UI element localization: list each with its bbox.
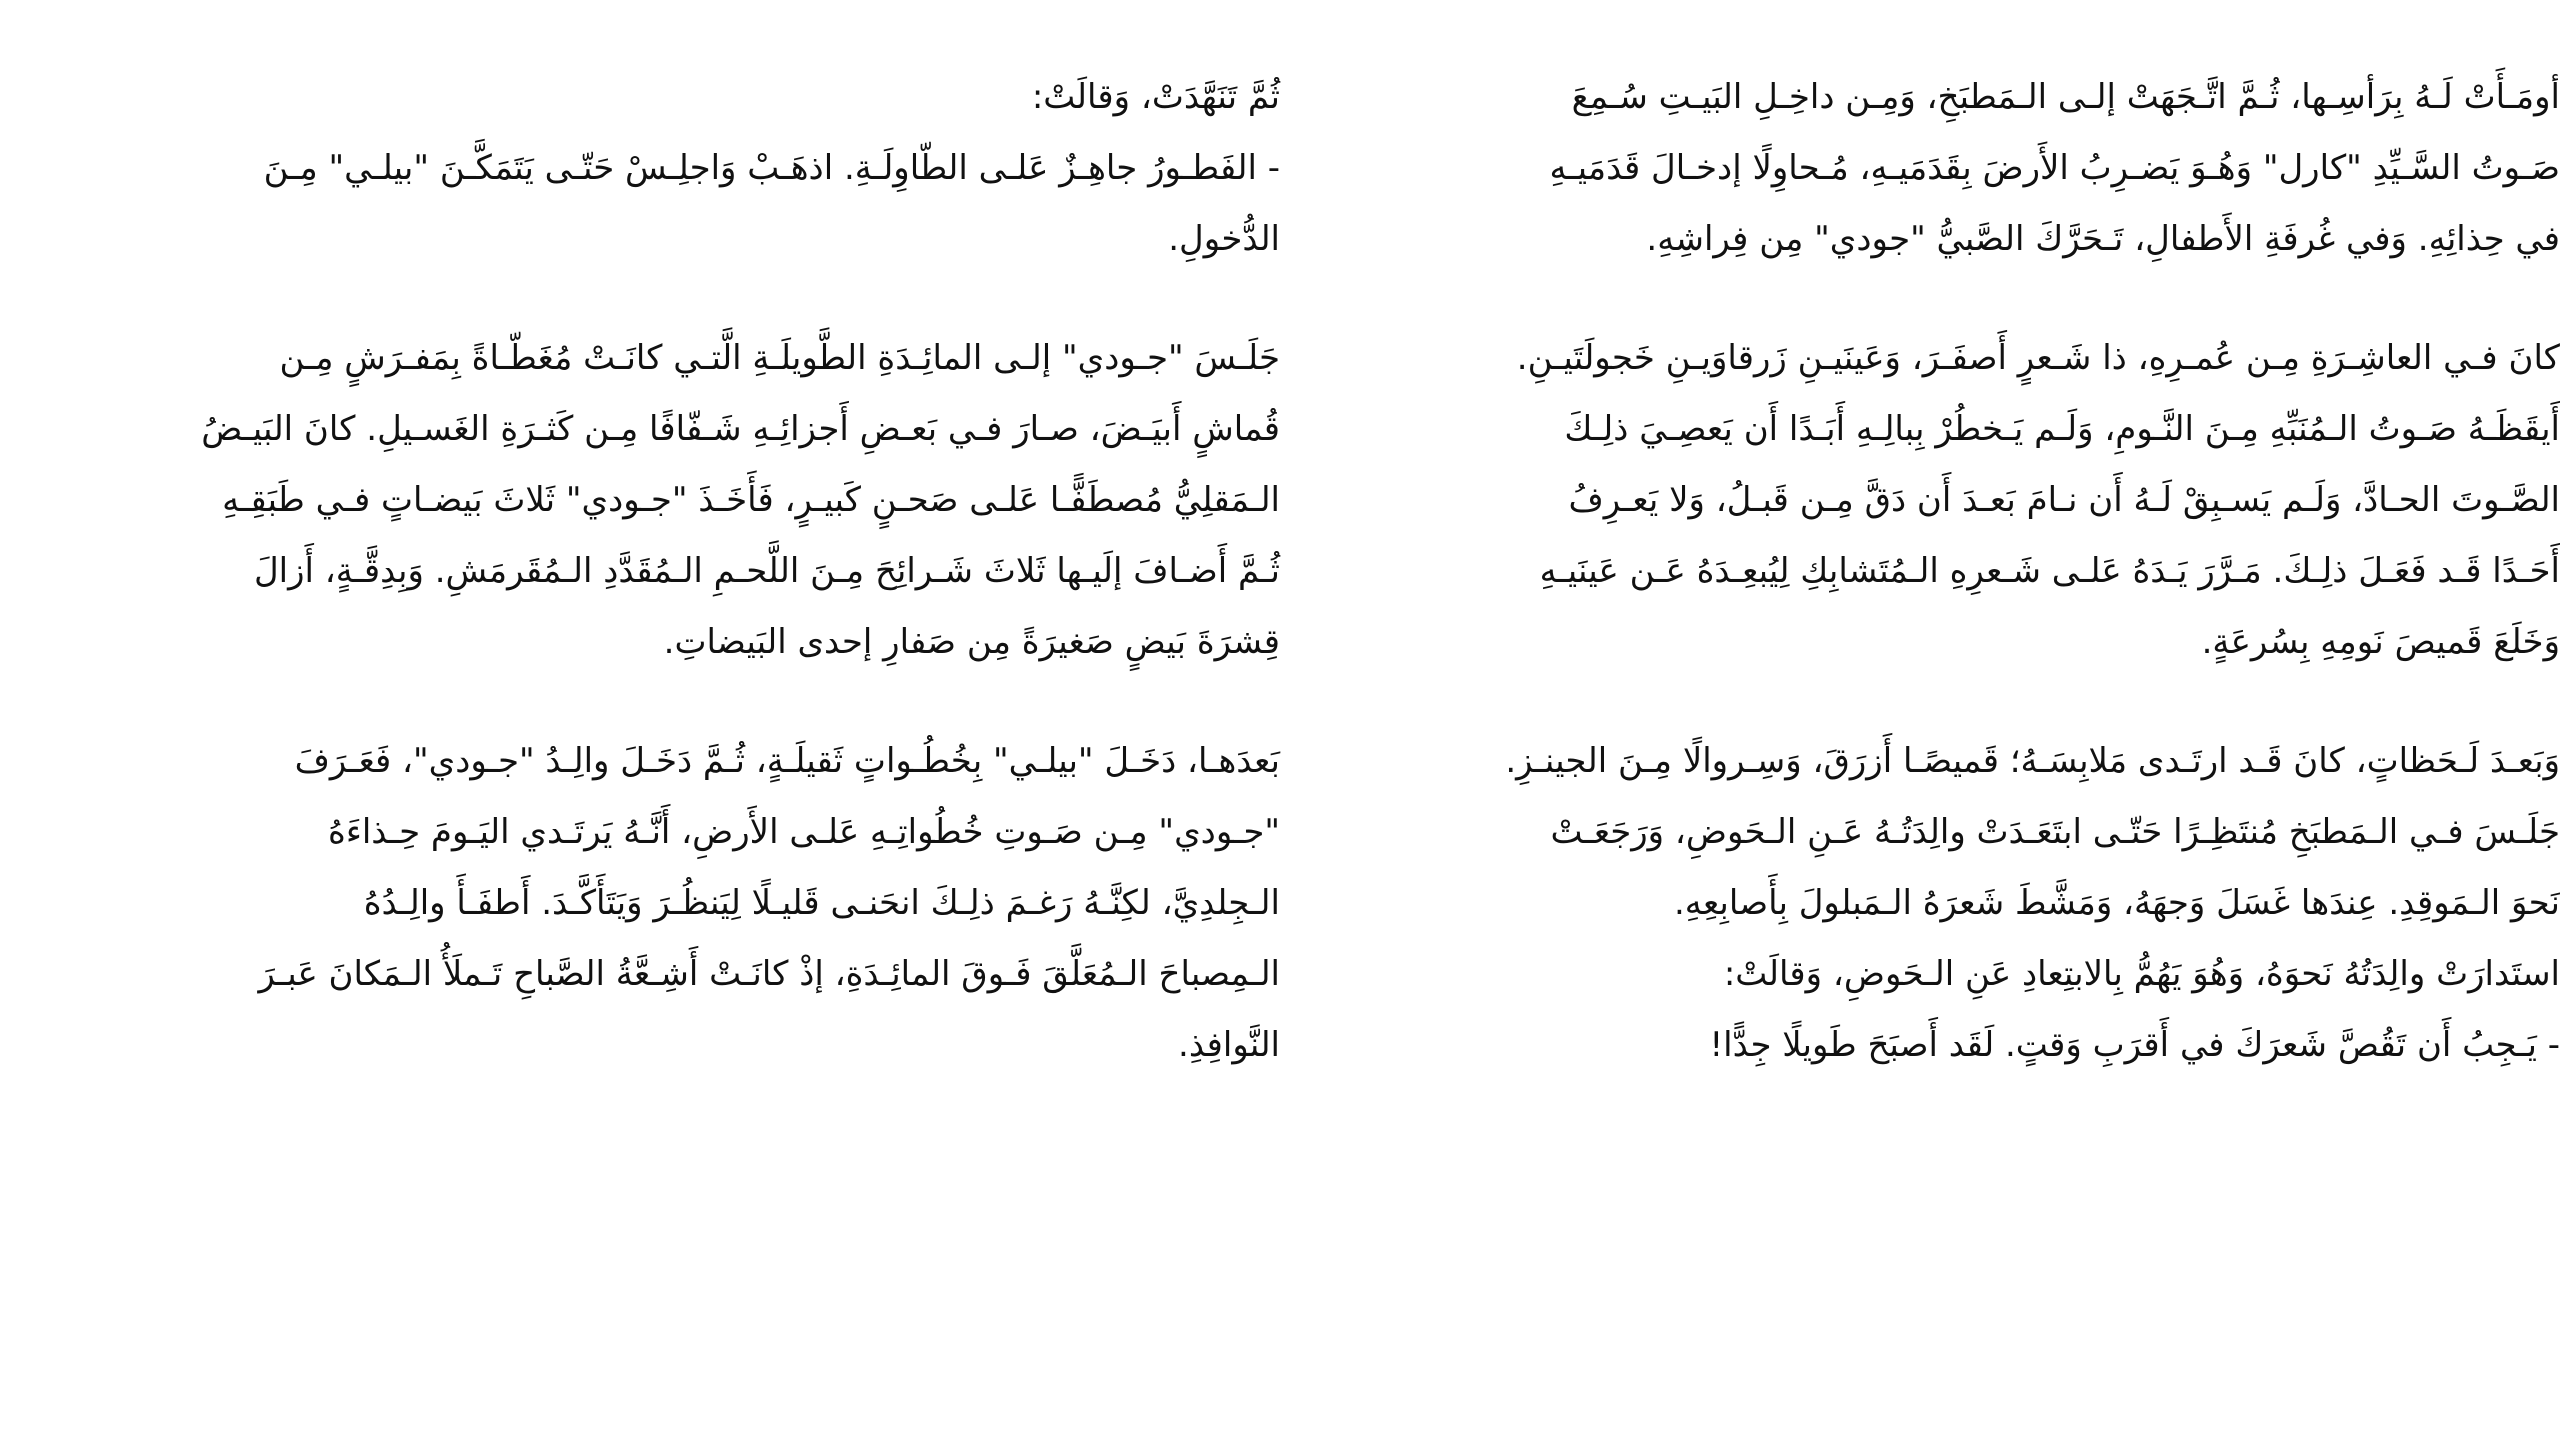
text-line: "جـودي" مِـن صَـوتِ خُطُواتِـهِ عَلـى الأَرضِ، أَنَّـهُ يَرتَـدي اليَـومَ حِـذاءَهُ <box>328 812 1280 852</box>
text-line: بَعدَهـا، دَخَـلَ "بيلـي" بِخُطُـواتٍ ثَقيلَـةٍ، ثُـمَّ دَخَـلَ والِـدُ "جـودي"، فَعَـرَفَ <box>294 741 1280 781</box>
text-line: أومَـأَتْ لَـهُ بِرَأسِـها، ثُـمَّ اتَّـجَهَتْ إلـى الـمَطبَخِ، وَمِـن داخِـلِ البَيـتِ سُـمِعَ <box>1571 77 2560 117</box>
text-line: ثُمَّ تَنَهَّدَتْ، وَقالَتْ: <box>1031 77 1280 117</box>
text-column-left <box>45 62 1280 1129</box>
text-line: - الفَطـورُ جاهِـزٌ عَلـى الطّاوِلَـةِ. اذهَـبْ وَاجلِـسْ حَتّـى يَتَمَكَّـنَ "بيلـي" مِـنَ <box>263 148 1280 188</box>
text-line: نَحوَ الـمَوقِدِ. عِندَها غَسَلَ وَجهَهُ، وَمَشَّطَ شَعرَهُ الـمَبلولَ بِأَصابِعِهِ. <box>1673 883 2560 923</box>
text-line: في حِذائِهِ. وَفي غُرفَةِ الأَطفالِ، تَـحَرَّكَ الصَّبيُّ "جودي" مِن فِراشِهِ. <box>1646 219 2560 259</box>
paragraph <box>45 726 1280 1081</box>
text-line: - يَـجِبُ أَن تَقُصَّ شَعرَكَ في أَقرَبِ وَقتٍ. لَقَد أَصبَحَ طَويلًا جِدًّا! <box>1709 1025 2560 1065</box>
text-line: صَـوتُ السَّـيِّدِ "كارل" وَهُـوَ يَضـرِبُ الأَرضَ بِقَدَمَيـهِ، مُـحاوِلًا إدخـالَ قَدَمَيـهِ <box>1549 148 2560 188</box>
paragraph <box>45 62 1280 275</box>
text-line: وَخَلَعَ قَميصَ نَومِهِ بِسُرعَةٍ. <box>2201 622 2560 662</box>
text-line: قِشرَةَ بَيضٍ صَغيرَةً مِن صَفارِ إحدى البَيضاتِ. <box>663 622 1280 662</box>
text-line: النَّوافِذِ. <box>1178 1025 1280 1065</box>
text-line: الـمِصباحَ الـمُعَلَّقَ فَـوقَ المائِـدَةِ، إذْ كانَـتْ أَشِـعَّةُ الصَّباحِ تَـملَأُ الـمَكانَ عَبـرَ <box>258 954 1280 994</box>
text-line: الـمَقلِيُّ مُصطَفًّـا عَلـى صَحـنٍ كَبيـرٍ، فَأَخَـذَ "جـودي" ثَلاثَ بَيضـاتٍ فـي طَبَقِـهِ <box>222 480 1280 520</box>
text-line: أَحَـدًا قَـد فَعَـلَ ذلِـكَ. مَـرَّرَ يَـدَهُ عَلـى شَـعرِهِ الـمُتَشابِكِ لِيُبعِـدَهُ عَـن عَينَيـهِ <box>1539 551 2560 591</box>
text-line: استَدارَتْ والِدَتُهُ نَحوَهُ، وَهُوَ يَهُمُّ بِالابتِعادِ عَنِ الـحَوضِ، وَقالَتْ: <box>1723 954 2560 994</box>
text-line: الـجِلدِيَّ، لكِنَّـهُ رَغـمَ ذلِـكَ انحَنـى قَليـلًا لِيَنظُـرَ وَيَتَأَكَّـدَ. أَطفَـأَ والِـدُهُ <box>363 883 1280 923</box>
paragraph <box>45 323 1280 678</box>
text-line: قُماشٍ أَبيَـضَ، صـارَ فـي بَعـضِ أَجزائِـهِ شَـفّافًا مِـن كَثـرَةِ الغَسـيلِ. كانَ البَيـضُ <box>201 409 1280 449</box>
text-line: جَلَـسَ "جـودي" إلـى المائِـدَةِ الطَّويلَـةِ الَّتـي كانَـتْ مُغَطّـاةً بِمَفـرَشٍ مِـن <box>279 338 1280 378</box>
text-line: وَبَعـدَ لَـحَظاتٍ، كانَ قَـد ارتَـدى مَلابِسَـهُ؛ قَميصًـا أَزرَقَ، وَسِـروالًا مِـنَ الجينـزِ. <box>1505 741 2560 781</box>
text-line: جَلَـسَ فـي الـمَطبَخِ مُنتَظِـرًا حَتّـى ابتَعَـدَتْ والِدَتُـهُ عَـنِ الـحَوضِ، وَرَجَعَـتْ <box>1550 812 2560 852</box>
text-column-right <box>1325 62 2560 1129</box>
text-line: الدُّخولِ. <box>1168 219 1280 259</box>
text-line: كانَ فـي العاشِـرَةِ مِـن عُمـرِهِ، ذا شَـعرٍ أَصفَـرَ، وَعَينَيـنِ زَرقاوَيـنِ خَجولَتَيـنِ. <box>1516 338 2560 378</box>
text-line: أَيقَظَـهُ صَـوتُ الـمُنَبِّهِ مِـنَ النَّـومِ، وَلَـم يَـخطُرْ بِبالِـهِ أَبَـدًا أَن يَعصِـيَ ذلِـكَ <box>1564 409 2560 449</box>
text-line: ثُـمَّ أَضـافَ إلَيـها ثَلاثَ شَـرائِحَ مِـنَ اللَّحـمِ الـمُقَدَّدِ الـمُقَرمَشِ. وَبِدِقَّـةٍ، أَزالَ <box>253 551 1280 591</box>
paragraph <box>1325 726 2560 1081</box>
text-line: الصَّـوتَ الحـادَّ، وَلَـم يَسـبِقْ لَـهُ أَن نـامَ بَعـدَ أَن دَقَّ مِـن قَبـلُ، وَلا يَعـرِفُ <box>1568 480 2560 520</box>
paragraph <box>1325 323 2560 678</box>
paragraph <box>1325 62 2560 275</box>
